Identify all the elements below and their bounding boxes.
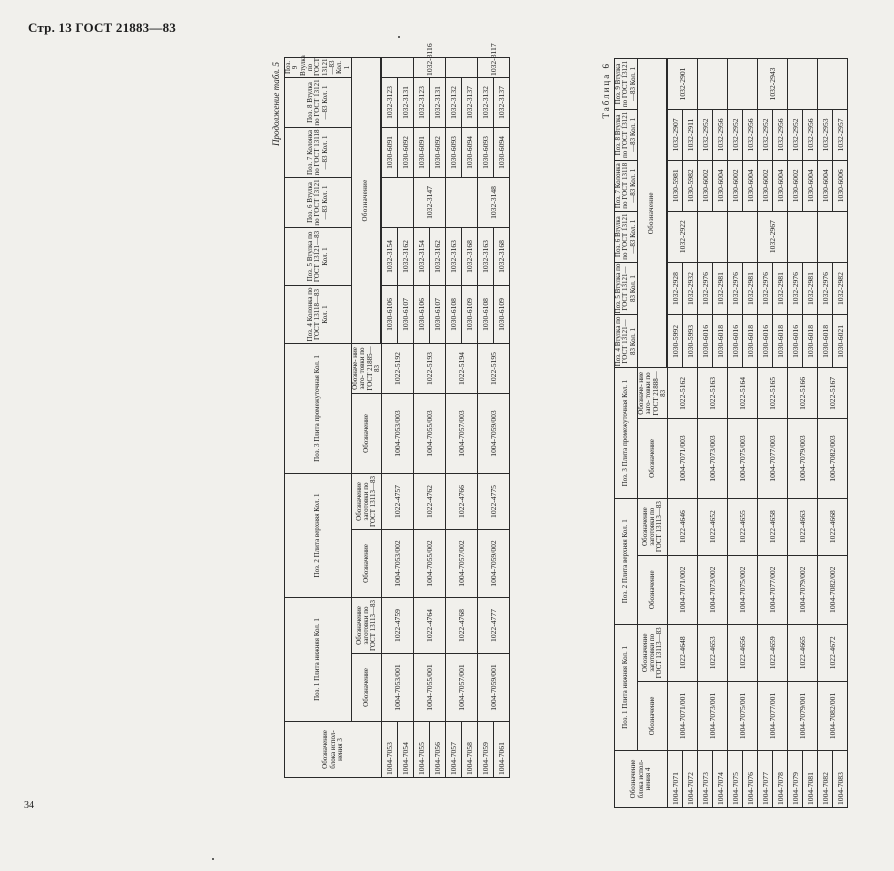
- part-cell: 1030-6018: [743, 315, 758, 368]
- part-cell: 1022-4653: [698, 624, 728, 681]
- col-group-pos8: Поз. 8 Втулка по ГОСТ 13121—83 Кол. 1: [285, 77, 352, 127]
- part-cell: 1032-3123: [414, 77, 430, 127]
- part-cell: 1032-2956: [713, 109, 728, 160]
- part-cell: 1004-7053/001: [382, 654, 414, 722]
- part-cell: 1032-3137: [494, 77, 510, 127]
- part-cell: 1032-3154: [414, 227, 430, 285]
- part-cell: 1030-6004: [743, 160, 758, 211]
- part-cell: 1004-7082/002: [818, 555, 848, 624]
- part-cell: 1032-2952: [728, 109, 743, 160]
- part-cell: 1004-7082/003: [818, 419, 848, 498]
- part-cell: 1004-7079/001: [788, 681, 818, 750]
- part-cell: 1032-2982: [833, 262, 848, 315]
- part-cell: 1032-2953: [818, 109, 833, 160]
- col-group-pos5: Поз. 5 Втулка по ГОСТ 13121—83 Кол. 1: [614, 263, 637, 314]
- table-6-caption: Таблица 6: [601, 62, 611, 119]
- part-cell: 1032-2932: [683, 262, 698, 315]
- table-6: [614, 58, 848, 808]
- part-cell: 1004-7071/003: [668, 419, 698, 498]
- col-header-zag-gost: Обозначе- ние заго- товки по ГОСТ 21888—83: [638, 368, 668, 419]
- part-cell: 1004-7075/003: [728, 419, 758, 498]
- part-cell: 1032-2976: [698, 262, 713, 315]
- col-group-pos1: Поз. 1 Плита нижняя Кол. 1: [615, 624, 638, 750]
- part-cell: 1022-4665: [788, 624, 818, 681]
- part-cell: 1030-6091: [382, 127, 398, 177]
- part-cell: 1032-3131: [430, 77, 446, 127]
- col-header-oboz: Обозначение: [638, 555, 668, 624]
- col-header-oboz: Обозначение: [638, 681, 668, 750]
- part-cell: 1030-6092: [430, 127, 446, 177]
- part-cell: 1022-5167: [818, 368, 848, 419]
- part-cell: 1032-2957: [833, 109, 848, 160]
- part-cell: 1030-6004: [818, 160, 833, 211]
- part-cell: 1030-6002: [698, 160, 713, 211]
- scan-speck: [212, 858, 214, 860]
- part-cell: 1004-7055/001: [414, 654, 446, 722]
- part-cell: 1022-5193: [414, 343, 446, 393]
- part-cell: [788, 59, 818, 110]
- table-6-block: [598, 58, 894, 808]
- part-cell: 1022-4648: [668, 624, 698, 681]
- part-cell: 1030-6004: [803, 160, 818, 211]
- part-cell: 1022-4672: [818, 624, 848, 681]
- part-cell: 1032-3162: [430, 227, 446, 285]
- block-code-cell: 1004-7081: [803, 751, 818, 808]
- part-cell: 1032-2981: [743, 262, 758, 315]
- part-cell: 1022-4656: [728, 624, 758, 681]
- part-cell: 1004-7082/001: [818, 681, 848, 750]
- table-row: [382, 57, 398, 777]
- part-cell: 1030-6006: [833, 160, 848, 211]
- table-row: [668, 59, 683, 808]
- part-cell: 1032-2976: [818, 262, 833, 315]
- col-header-block: Обозначение блока испол- нения 3: [285, 722, 382, 778]
- part-cell: 1004-7059/003: [478, 393, 510, 473]
- part-cell: 1022-4768: [446, 597, 478, 653]
- part-cell: 1030-6018: [773, 315, 788, 368]
- part-cell: 1032-2981: [713, 262, 728, 315]
- part-cell: 1032-2976: [758, 262, 773, 315]
- table-row: [698, 59, 713, 808]
- part-cell: 1032-2952: [758, 109, 773, 160]
- part-cell: 1004-7079/002: [788, 555, 818, 624]
- part-cell: 1030-6109: [494, 285, 510, 343]
- col-header-oboz: Обозначение: [352, 529, 382, 597]
- part-cell: [788, 211, 818, 262]
- part-cell: 1004-7077/003: [758, 419, 788, 498]
- col-header-zag: Обозначение заготовки по ГОСТ 13113—83: [352, 597, 382, 653]
- part-cell: 1032-2901: [668, 59, 698, 110]
- col-header-zag-gost: Обозначе- ние заго- товки по ГОСТ 21885—83: [352, 343, 382, 393]
- part-cell: 1004-7053/002: [382, 529, 414, 597]
- part-cell: 1032-2956: [773, 109, 788, 160]
- part-cell: 1030-6002: [788, 160, 803, 211]
- part-cell: 1032-2967: [758, 211, 788, 262]
- table-5-caption: Продолжение табл. 5: [271, 62, 281, 146]
- scan-speck: [398, 36, 400, 38]
- col-group-pos6: Поз. 6 Втулка по ГОСТ 13121—83 Кол. 1: [615, 211, 638, 262]
- part-cell: 1030-5992: [668, 315, 683, 368]
- part-cell: 1030-6107: [430, 285, 446, 343]
- part-cell: 1022-4764: [414, 597, 446, 653]
- part-cell: [446, 177, 478, 227]
- col-header-block: Обозначение блока испол- нения 4: [615, 751, 668, 808]
- part-cell: 1030-6018: [803, 315, 818, 368]
- part-cell: 1030-6093: [446, 127, 462, 177]
- page-number: 34: [24, 800, 34, 811]
- part-cell: 1022-4646: [668, 498, 698, 555]
- part-cell: 1022-5163: [698, 368, 728, 419]
- part-cell: 1032-2981: [773, 262, 788, 315]
- part-cell: 1030-6092: [398, 127, 414, 177]
- part-cell: 1032-3163: [446, 227, 462, 285]
- part-cell: 1030-5981: [668, 160, 683, 211]
- block-code-cell: 1004-7073: [698, 751, 713, 808]
- col-header-zag: Обозначение заготовки по ГОСТ 13113—83: [352, 473, 382, 529]
- col-group-pos2: Поз. 2 Плита верхняя Кол. 1: [285, 473, 352, 597]
- part-cell: 1004-7077/002: [758, 555, 788, 624]
- part-cell: 1032-2922: [668, 211, 698, 262]
- part-cell: 1032-3132: [446, 77, 462, 127]
- col-group-pos4: Поз. 4 Втулка по ГОСТ 13121—83 Кол. 1: [614, 316, 637, 367]
- part-cell: 1004-7073/001: [698, 681, 728, 750]
- part-cell: 1030-6016: [758, 315, 773, 368]
- part-cell: [728, 211, 758, 262]
- part-cell: 1022-4652: [698, 498, 728, 555]
- block-code-cell: 1004-7077: [758, 751, 773, 808]
- part-cell: 1032-3154: [382, 227, 398, 285]
- part-cell: 1032-3163: [478, 227, 494, 285]
- part-cell: 1032-3147: [414, 177, 446, 227]
- part-cell: 1030-6108: [478, 285, 494, 343]
- col-group-pos4: Поз. 4 Колонка по ГОСТ 13118—83 Кол. 1: [285, 285, 352, 343]
- part-cell: 1030-6107: [398, 285, 414, 343]
- part-cell: [382, 57, 414, 77]
- part-cell: 1004-7075/002: [728, 555, 758, 624]
- part-cell: [728, 59, 758, 110]
- part-cell: 1032-2928: [668, 262, 683, 315]
- part-cell: 1032-2907: [668, 109, 683, 160]
- col-group-pos7: Поз. 7 Колонка по ГОСТ 13118—83 Кол. 1: [615, 160, 638, 211]
- part-cell: 1022-4668: [818, 498, 848, 555]
- col-header-oboz-span: Обозначение: [352, 57, 380, 343]
- part-cell: 1004-7057/003: [446, 393, 478, 473]
- col-header-oboz: Обозначение: [352, 654, 382, 722]
- part-cell: 1022-5165: [758, 368, 788, 419]
- part-cell: 1022-4766: [446, 473, 478, 529]
- block-code-cell: 1004-7074: [713, 751, 728, 808]
- part-cell: 1022-4775: [478, 473, 510, 529]
- col-group-pos6: Поз. 6 Втулка по ГОСТ 13121—83 Кол. 1: [285, 177, 352, 227]
- col-header-oboz-span: Обозначение: [638, 59, 666, 368]
- part-cell: 1030-6109: [462, 285, 478, 343]
- part-cell: 1022-4757: [382, 473, 414, 529]
- part-cell: 1022-4655: [728, 498, 758, 555]
- part-cell: 1030-6002: [728, 160, 743, 211]
- block-code-cell: 1004-7072: [683, 751, 698, 808]
- part-cell: 1022-4777: [478, 597, 510, 653]
- part-cell: 1030-6016: [698, 315, 713, 368]
- part-cell: 1004-7059/001: [478, 654, 510, 722]
- part-cell: 1032-2981: [803, 262, 818, 315]
- col-group-pos2: Поз. 2 Плита верхняя Кол. 1: [615, 498, 638, 624]
- part-cell: 1022-5164: [728, 368, 758, 419]
- block-code-cell: 1004-7071: [668, 751, 683, 808]
- part-cell: 1030-6016: [788, 315, 803, 368]
- part-cell: 1004-7059/002: [478, 529, 510, 597]
- table-row: [758, 59, 773, 808]
- part-cell: 1032-2976: [728, 262, 743, 315]
- part-cell: 1022-4759: [382, 597, 414, 653]
- part-cell: 1030-6094: [494, 127, 510, 177]
- page-header: Стр. 13 ГОСТ 21883—83: [28, 20, 176, 35]
- part-cell: 1030-6004: [773, 160, 788, 211]
- part-cell: [698, 59, 728, 110]
- part-cell: [818, 59, 848, 110]
- part-cell: 1022-5192: [382, 343, 414, 393]
- table-5-block: [268, 43, 516, 778]
- part-cell: 1022-5166: [788, 368, 818, 419]
- part-cell: 1032-3123: [382, 77, 398, 127]
- part-cell: 1004-7071/001: [668, 681, 698, 750]
- col-header-zag: Обозначение заготовки по ГОСТ 13113—83: [638, 624, 668, 681]
- block-code-cell: 1004-7058: [462, 722, 478, 778]
- part-cell: 1032-3168: [462, 227, 478, 285]
- col-group-pos3: Поз. 3 Плита промежуточная Кол. 1: [285, 343, 352, 473]
- part-cell: 1004-7079/003: [788, 419, 818, 498]
- block-code-cell: 1004-7055: [414, 722, 430, 778]
- part-cell: 1032-3148: [478, 177, 510, 227]
- part-cell: 1022-4659: [758, 624, 788, 681]
- part-cell: 1022-5194: [446, 343, 478, 393]
- part-cell: 1030-6016: [728, 315, 743, 368]
- part-cell: 1032-2956: [803, 109, 818, 160]
- part-cell: [382, 177, 414, 227]
- col-group-pos9: Поз. 9 Втулка по ГОСТ 13121—83 Кол. 1: [284, 55, 351, 76]
- part-cell: 1032-3137: [462, 77, 478, 127]
- part-cell: 1030-6094: [462, 127, 478, 177]
- part-cell: 1030-6106: [382, 285, 398, 343]
- part-cell: 1032-2952: [788, 109, 803, 160]
- part-cell: 1032-3116: [414, 57, 446, 77]
- part-cell: 1032-2943: [758, 59, 788, 110]
- block-code-cell: 1004-7054: [398, 722, 414, 778]
- part-cell: 1022-4663: [788, 498, 818, 555]
- part-cell: 1004-7073/002: [698, 555, 728, 624]
- table-row: [818, 59, 833, 808]
- table-row: [728, 59, 743, 808]
- part-cell: 1004-7077/001: [758, 681, 788, 750]
- part-cell: 1004-7057/002: [446, 529, 478, 597]
- part-cell: 1032-3132: [478, 77, 494, 127]
- col-group-pos7: Поз. 7 Колонка по ГОСТ 13118—83 Кол. 1: [285, 127, 352, 177]
- part-cell: 1004-7057/001: [446, 654, 478, 722]
- part-cell: 1030-6093: [478, 127, 494, 177]
- part-cell: 1032-3131: [398, 77, 414, 127]
- col-group-pos9: Поз. 9 Втулка по ГОСТ 13121—83 Кол. 1: [615, 59, 638, 110]
- part-cell: 1030-6018: [713, 315, 728, 368]
- block-code-cell: 1004-7059: [478, 722, 494, 778]
- table-row: [414, 57, 430, 777]
- col-header-zag: Обозначение заготовки по ГОСТ 13113—83: [638, 498, 668, 555]
- part-cell: 1032-3168: [494, 227, 510, 285]
- part-cell: 1032-2911: [683, 109, 698, 160]
- part-cell: 1004-7075/001: [728, 681, 758, 750]
- part-cell: 1032-2976: [788, 262, 803, 315]
- part-cell: 1030-6108: [446, 285, 462, 343]
- part-cell: 1032-2952: [698, 109, 713, 160]
- part-cell: 1032-3162: [398, 227, 414, 285]
- part-cell: [818, 211, 848, 262]
- part-cell: 1030-5993: [683, 315, 698, 368]
- col-group-pos5: Поз. 5 Втулка по ГОСТ 13121—83 Кол. 1: [285, 227, 352, 285]
- block-code-cell: 1004-7083: [833, 751, 848, 808]
- table-row: [788, 59, 803, 808]
- part-cell: [698, 211, 728, 262]
- col-header-oboz: Обозначение: [638, 419, 668, 498]
- part-cell: 1030-6004: [713, 160, 728, 211]
- part-cell: 1004-7053/003: [382, 393, 414, 473]
- part-cell: 1004-7073/003: [698, 419, 728, 498]
- part-cell: 1030-6106: [414, 285, 430, 343]
- block-code-cell: 1004-7053: [382, 722, 398, 778]
- part-cell: 1030-5982: [683, 160, 698, 211]
- part-cell: 1004-7055/003: [414, 393, 446, 473]
- block-code-cell: 1004-7076: [743, 751, 758, 808]
- part-cell: 1030-6018: [818, 315, 833, 368]
- table-row: [446, 57, 462, 777]
- part-cell: 1030-6021: [833, 315, 848, 368]
- block-code-cell: 1004-7078: [773, 751, 788, 808]
- block-code-cell: 1004-7082: [818, 751, 833, 808]
- block-code-cell: 1004-7056: [430, 722, 446, 778]
- col-group-pos8: Поз. 8 Втулка по ГОСТ 13121—83 Кол. 1: [615, 109, 638, 160]
- block-code-cell: 1004-7075: [728, 751, 743, 808]
- part-cell: [446, 57, 478, 77]
- col-group-pos1: Поз. 1 Плита нижняя Кол. 1: [285, 597, 352, 721]
- table-row: [478, 57, 494, 777]
- part-cell: 1022-4658: [758, 498, 788, 555]
- block-code-cell: 1004-7079: [788, 751, 803, 808]
- part-cell: 1030-6091: [414, 127, 430, 177]
- part-cell: 1032-2956: [743, 109, 758, 160]
- part-cell: 1004-7071/002: [668, 555, 698, 624]
- col-header-oboz: Обозначение: [352, 393, 382, 473]
- part-cell: 1030-6002: [758, 160, 773, 211]
- part-cell: 1004-7055/002: [414, 529, 446, 597]
- part-cell: 1022-4762: [414, 473, 446, 529]
- col-group-pos3: Поз. 3 Плита промежуточная Кол. 1: [615, 368, 638, 498]
- block-code-cell: 1004-7057: [446, 722, 462, 778]
- block-code-cell: 1004-7061: [494, 722, 510, 778]
- part-cell: 1022-5195: [478, 343, 510, 393]
- part-cell: 1032-3117: [478, 57, 510, 77]
- part-cell: 1022-5162: [668, 368, 698, 419]
- table-5: [284, 43, 510, 778]
